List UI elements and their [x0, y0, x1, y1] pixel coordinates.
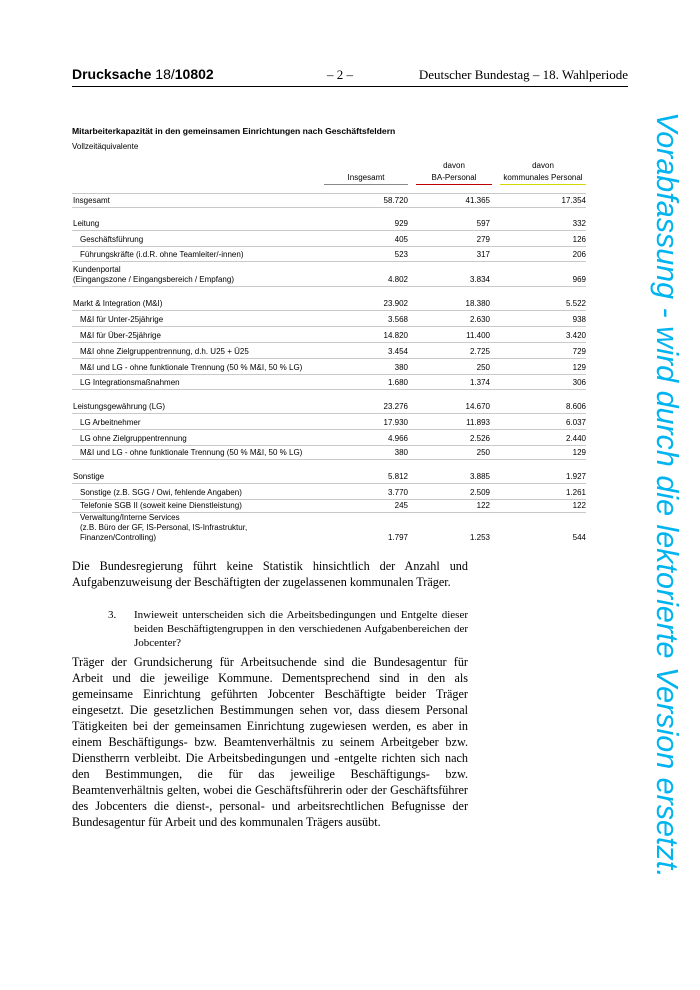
value-insgesamt: 523 — [394, 250, 408, 259]
table-row — [72, 261, 586, 287]
row-label: LG ohne Zielgruppentrennung — [80, 434, 187, 443]
value-ba: 41.365 — [465, 196, 490, 205]
value-insgesamt: 1.680 — [387, 378, 408, 387]
row-label: M&I und LG - ohne funktionale Trennung (50 % M&I, 50 % LG) — [80, 363, 303, 372]
value-insgesamt: 58.720 — [383, 196, 408, 205]
value-ba: 11.400 — [466, 331, 490, 340]
value-insgesamt: 3.568 — [387, 315, 408, 324]
table-row — [72, 512, 586, 544]
page-number: – 2 – — [327, 67, 353, 82]
row-label-line: (Eingangszone / Eingangsbereich / Empfang) — [73, 275, 234, 284]
value-kommunal: 938 — [572, 315, 586, 324]
row-label: M&I und LG - ohne funktionale Trennung (50 % M&I, 50 % LG) — [80, 448, 303, 457]
value-ba: 122 — [476, 501, 490, 510]
value-kommunal: 129 — [572, 448, 586, 457]
value-kommunal: 544 — [572, 533, 586, 542]
column-header-kp-davon: davon — [532, 161, 554, 170]
table-row — [72, 230, 586, 247]
value-insgesamt: 23.902 — [383, 299, 408, 308]
value-ba: 317 — [476, 250, 490, 259]
table-row — [72, 246, 586, 262]
row-label — [72, 265, 333, 285]
table-row — [72, 374, 586, 390]
value-ba: 279 — [476, 235, 490, 244]
value-ba: 3.885 — [469, 472, 490, 481]
row-label: Sonstige (z.B. SGG / Owi, fehlende Angaben) — [80, 488, 242, 497]
value-insgesamt: 245 — [394, 501, 408, 510]
table-row — [72, 413, 586, 430]
value-kommunal: 122 — [572, 501, 586, 510]
row-label: LG Arbeitnehmer — [80, 418, 141, 427]
table-row — [72, 445, 586, 460]
value-insgesamt: 3.770 — [387, 488, 408, 497]
value-insgesamt: 4.966 — [387, 434, 408, 443]
row-label-line: Kundenportal — [73, 265, 121, 274]
value-insgesamt: 405 — [394, 235, 408, 244]
document-number — [72, 66, 214, 82]
value-ba: 2.725 — [469, 347, 490, 356]
value-kommunal: 2.440 — [565, 434, 586, 443]
column-header-kommunales-personal — [500, 160, 586, 185]
value-insgesamt: 23.276 — [383, 402, 408, 411]
header-institution: Deutscher Bundestag – 18. Wahlperiode — [418, 67, 628, 82]
column-header-kp-label: kommunales Personal — [503, 173, 583, 182]
value-ba: 14.670 — [465, 402, 490, 411]
column-header-ba-personal — [416, 160, 492, 185]
column-header-insgesamt: Insgesamt — [324, 172, 408, 185]
value-ba: 3.834 — [469, 275, 490, 284]
row-label: M&I für Unter-25jährige — [80, 315, 164, 324]
value-ba: 1.374 — [469, 378, 490, 387]
value-kommunal: 8.606 — [565, 402, 586, 411]
value-insgesamt: 3.454 — [387, 347, 408, 356]
row-label-line: Verwaltung/Interne Services — [80, 513, 180, 522]
row-label: M&I ohne Zielgruppentrennung, d.h. U25 + Ü25 — [80, 347, 249, 356]
value-kommunal: 1.927 — [565, 472, 586, 481]
value-kommunal: 306 — [572, 378, 586, 387]
value-insgesamt: 380 — [394, 363, 408, 372]
value-kommunal: 129 — [572, 363, 586, 372]
table-row — [72, 326, 586, 343]
row-label — [72, 513, 340, 543]
value-kommunal: 1.261 — [565, 488, 586, 497]
value-insgesamt: 17.930 — [383, 418, 408, 427]
row-label: Geschäftsführung — [80, 235, 144, 244]
value-ba: 18.380 — [465, 299, 490, 308]
table-row — [72, 499, 586, 513]
value-kommunal: 17.354 — [561, 196, 586, 205]
row-label-line: (z.B. Büro der GF, IS-Personal, IS-Infrastruktur, — [80, 523, 248, 532]
table-title: Mitarbeiterkapazität in den gemeinsamen Einrichtungen nach Geschäftsfeldern — [72, 126, 396, 136]
value-ba: 2.526 — [469, 434, 490, 443]
value-kommunal: 5.522 — [565, 299, 586, 308]
answer-paragraph-1: Die Bundesregierung führt keine Statistik hinsichtlich der Anzahl und Aufgabenzuweisung der Beschäftigten der zugelassenen kommunalen Träger. — [72, 559, 468, 589]
row-label: Markt & Integration (M&I) — [73, 299, 163, 308]
value-kommunal: 729 — [572, 347, 586, 356]
value-ba: 2.630 — [469, 315, 490, 324]
table-row — [72, 216, 586, 231]
table-row — [72, 399, 586, 414]
value-kommunal: 969 — [572, 275, 586, 284]
table-row — [72, 342, 586, 359]
draft-watermark — [648, 112, 686, 902]
value-ba: 11.893 — [466, 418, 490, 427]
question-3 — [108, 608, 468, 650]
question-number: 3. — [108, 609, 117, 621]
doc-label: Drucksache — [72, 66, 152, 82]
value-insgesamt: 1.797 — [387, 533, 408, 542]
doc-num-prefix: 18/ — [155, 66, 175, 82]
watermark-text: Vorabfassung - wird durch die lektorierte Version ersetzt. — [650, 112, 684, 878]
value-ba: 250 — [476, 363, 490, 372]
page-header — [72, 64, 628, 87]
answer-paragraph-2: Träger der Grundsicherung für Arbeitsuchende sind die Bundesagentur für Arbeit und die jeweilige Kommune. Dementsprechend sind in den als gemeinsame Einrichtung geführten Jobcenter Beschäftigte beider Träger eingesetzt. Die gesetzlichen Bestimmungen sehen vor, dass diesem Personal Tätigkeiten bei der gemeinsamen Einrichtung zugewiesen werden, es aber in einem Beschäftigungs- bzw. Beamtenverhältnis zu seinem Arbeitgeber bzw. Dienstherrn verbleibt. Die Arbeitsbedingungen und -entgelte richten sich nach den Bestimmungen, die für das jeweilige Beschäftigungs- bzw. Beamtenverhältnis gelten, wobei die Geschäftsführerin oder der Geschäftsführer des Jobcenters die dienst-, personal- und arbeitsrechtlichen Befugnisse der Bundesagentur für Arbeit und des kommunalen Trägers ausübt. — [72, 655, 468, 829]
row-label: Leitung — [73, 219, 100, 228]
row-label: Sonstige — [73, 472, 105, 481]
value-ba: 597 — [476, 219, 490, 228]
question-text: Inwieweit unterscheiden sich die Arbeitsbedingungen und Entgelte dieser beiden Beschäftigtengruppen in den verschiedenen Aufgabenbereichen der Jobcenter? — [134, 609, 468, 649]
column-header-ba-davon: davon — [443, 161, 465, 170]
doc-num: 10802 — [174, 66, 214, 82]
table-row — [72, 358, 586, 375]
value-kommunal: 332 — [572, 219, 586, 228]
table-row — [72, 483, 586, 500]
value-ba: 2.509 — [469, 488, 490, 497]
value-insgesamt: 5.812 — [387, 472, 408, 481]
table-row — [72, 429, 586, 446]
value-kommunal: 126 — [572, 235, 586, 244]
table-subtitle: Vollzeitäquivalente — [72, 142, 139, 151]
table-row — [72, 296, 586, 311]
row-label: Telefonie SGB II (soweit keine Dienstleistung) — [80, 501, 242, 510]
row-label-line: Finanzen/Controlling) — [80, 533, 157, 542]
value-ba: 250 — [476, 448, 490, 457]
table-row — [72, 193, 586, 208]
column-header-ba-label: BA-Personal — [431, 173, 477, 182]
value-insgesamt: 929 — [394, 219, 408, 228]
row-label: Leistungsgewährung (LG) — [73, 402, 166, 411]
table-row — [72, 310, 586, 327]
value-insgesamt: 4.802 — [387, 275, 408, 284]
value-kommunal: 3.420 — [565, 331, 586, 340]
value-ba: 1.253 — [469, 533, 490, 542]
table-row — [72, 469, 586, 484]
value-kommunal: 6.037 — [565, 418, 586, 427]
value-insgesamt: 380 — [394, 448, 408, 457]
value-insgesamt: 14.820 — [383, 331, 408, 340]
row-label: Führungskräfte (i.d.R. ohne Teamleiter/-innen) — [80, 250, 244, 259]
value-kommunal: 206 — [572, 250, 586, 259]
row-label: LG Integrationsmaßnahmen — [80, 378, 180, 387]
row-label: Insgesamt — [73, 196, 110, 205]
row-label: M&I für Über-25jährige — [80, 331, 161, 340]
